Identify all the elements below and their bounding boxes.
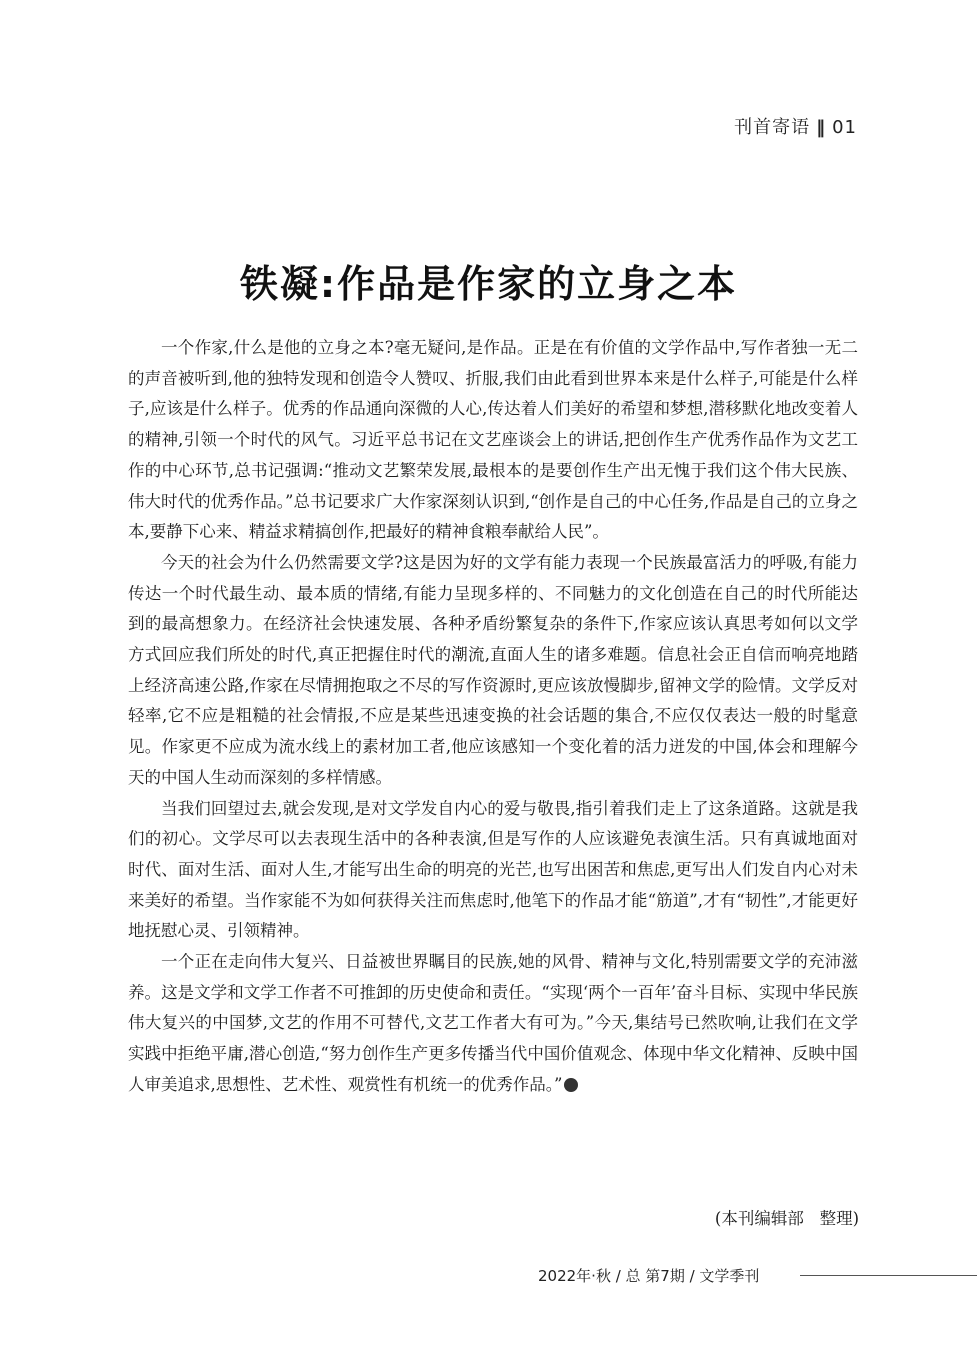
- paragraph-2: 今天的社会为什么仍然需要文学?这是因为好的文学有能力表现一个民族最富活力的呼吸,有能力传达一个时代最生动、最本质的情绪,有能力呈现多样的、不同魅力的文化创造在自己的时代所能达到的最高想象力。在经济社会快速发展、各种矛盾纷繁复杂的条件下,作家应该认真思考如何以文学方式回应我们所处的时代,真正把握住时代的潮流,直面人生的诸多难题。信息社会正自信而响亮地踏上经济高速公路,作家在尽情拥抱取之不尽的写作资源时,更应该放慢脚步,留神文学的险情。文学反对轻率,它不应是粗糙的社会情报,不应是某些迅速变换的社会话题的集合,不应仅仅表达一般的时髦意见。作家更不应成为流水线上的素材加工者,他应该感知一个变化着的活力迸发的中国,体会和理解今天的中国人生动而深刻的多样情感。: [128, 552, 858, 787]
- header-separator: ‖: [816, 117, 827, 138]
- running-header: [734, 113, 857, 139]
- paragraph-4-text: 一个正在走向伟大复兴、日益被世界瞩目的民族,她的风骨、精神与文化,特别需要文学的充沛滋养。这是文学和文学工作者不可推卸的历史使命和责任。“实现‘两个一百年’奋斗目标、实现中华民族伟大复兴的中国梦,文艺的作用不可替代,文艺工作者大有可为。”今天,集结号已然吹响,让我们在文学实践中拒绝平庸,潜心创造,“努力创作生产更多传播当代中国价值观念、体现中华文化精神、反映中国人审美追求,思想性、艺术性、观赏性有机统一的优秀作品。”: [128, 952, 858, 1094]
- paragraph-1: 一个作家,什么是他的立身之本?毫无疑问,是作品。正是在有价值的文学作品中,写作者独一无二的声音被听到,他的独特发现和创造令人赞叹、折服,我们由此看到世界本来是什么样子,可能是什么样子,应该是什么样子。优秀的作品通向深微的人心,传达着人们美好的希望和梦想,潜移默化地改变着人的精神,引领一个时代的风气。习近平总书记在文艺座谈会上的讲话,把创作生产优秀作品作为文艺工作的中心环节,总书记强调:“推动文艺繁荣发展,最根本的是要创作生产出无愧于我们这个伟大民族、伟大时代的优秀作品。”总书记要求广大作家深刻认识到,“创作是自己的中心任务,作品是自己的立身之本,要静下心来、精益求精搞创作,把最好的精神食粮奉献给人民”。: [128, 338, 858, 542]
- editor-credit: (本刊编辑部 整理): [714, 1209, 859, 1228]
- paragraph-4: [128, 947, 858, 1101]
- section-name: 刊首寄语: [734, 117, 811, 138]
- page-footer: 2022年·秋 / 总 第7期 / 文学季刊: [538, 1267, 760, 1285]
- page-number: 01: [832, 117, 857, 138]
- paragraph-3: 当我们回望过去,就会发现,是对文学发自内心的爱与敬畏,指引着我们走上了这条道路。这就是我们的初心。文学尽可以去表现生活中的各种表演,但是写作的人应该避免表演生活。只有真诚地面对时代、面对生活、面对人生,才能写出生命的明亮的光芒,也写出困苦和焦虑,更写出人们发自内心对未来美好的希望。当作家能不为如何获得关注而焦虑时,他笔下的作品才能“筋道”,才有“韧性”,才能更好地抚慰心灵、引领精神。: [128, 798, 858, 941]
- end-mark-icon: S: [564, 1078, 578, 1092]
- article-title: 铁凝:作品是作家的立身之本: [239, 262, 738, 307]
- article-body: [128, 333, 858, 1101]
- footer-rule: [800, 1275, 977, 1276]
